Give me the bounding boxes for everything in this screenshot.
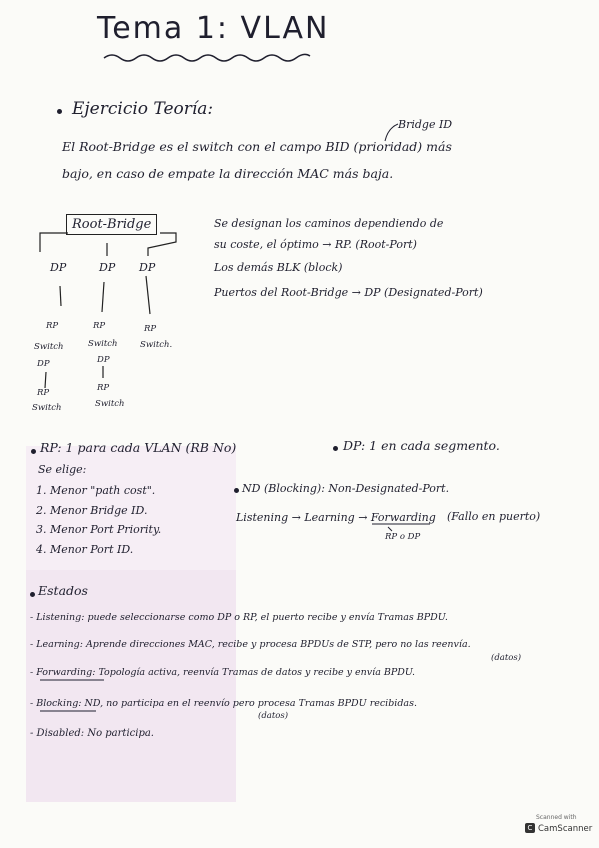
estado-item: - Forwarding: Topología activa, reenvía Tramas de datos y recibe y envía BPDU. xyxy=(30,667,416,678)
rp-dp-note: RP o DP xyxy=(385,532,421,542)
fallo-note: (Fallo en puerto) xyxy=(447,510,541,523)
page-title: Tema 1: VLAN xyxy=(97,11,330,46)
sub-switch-label: Switch xyxy=(32,403,62,413)
dp-label: DP xyxy=(139,261,156,274)
rp-criterion: 2. Menor Bridge ID. xyxy=(36,504,148,517)
sub-dp-label: DP xyxy=(37,359,50,369)
dp-label: DP xyxy=(99,261,116,274)
switch-label: Switch xyxy=(88,339,118,349)
bullet xyxy=(31,449,36,454)
switch-label: Switch. xyxy=(140,340,173,350)
note-line-1: Se designan los caminos dependiendo de xyxy=(214,217,444,230)
bullet xyxy=(30,592,35,597)
dp-label: DP xyxy=(50,261,67,274)
nd-line: ND (Blocking): Non-Designated-Port. xyxy=(242,482,450,495)
sub-rp-label: RP xyxy=(37,388,50,398)
estado-item: - Blocking: ND, no participa en el reenvío pero procesa Tramas BPDU recibidas. xyxy=(30,698,417,709)
state-flow: Listening → Learning → Forwarding xyxy=(236,511,436,524)
camscanner-logo-icon: C xyxy=(525,823,535,833)
sub-dp-label: DP xyxy=(97,355,110,365)
rp-label: RP xyxy=(46,321,59,331)
teoria-line-2: bajo, en caso de empate la dirección MAC más baja. xyxy=(62,166,394,181)
note-line-4: Puertos del Root-Bridge → DP (Designated-Port) xyxy=(214,286,483,299)
root-bridge-box: Root-Bridge xyxy=(66,214,157,235)
dp-heading: DP: 1 en cada segmento. xyxy=(343,438,500,453)
rp-label: RP xyxy=(144,324,157,334)
bullet xyxy=(333,446,338,451)
datos-note: (datos) xyxy=(491,653,522,663)
sub-rp-label: RP xyxy=(97,383,110,393)
note-line-3: Los demás BLK (block) xyxy=(214,261,343,274)
rp-criterion: 4. Menor Port ID. xyxy=(36,543,134,556)
rp-criterion: 3. Menor Port Priority. xyxy=(36,523,162,536)
section-heading-teoria: Ejercicio Teoría: xyxy=(72,99,214,119)
bid-note: Bridge ID xyxy=(398,118,453,131)
watermark-big: CamScanner xyxy=(538,824,593,834)
camscanner-watermark xyxy=(523,812,593,842)
note-line-2: su coste, el óptimo → RP. (Root-Port) xyxy=(214,238,417,251)
bullet xyxy=(57,109,62,114)
se-elige: Se elige: xyxy=(38,463,87,476)
teoria-line-1: El Root-Bridge es el switch con el campo BID (prioridad) más xyxy=(62,139,452,154)
estado-item: - Learning: Aprende direcciones MAC, recibe y procesa BPDUs de STP, pero no las reenvía. xyxy=(30,639,471,650)
sub-switch-label: Switch xyxy=(95,399,125,409)
rp-heading: RP: 1 para cada VLAN (RB No) xyxy=(40,440,237,455)
rp-criterion: 1. Menor "path cost". xyxy=(36,484,156,497)
estado-item: - Listening: puede seleccionarse como DP o RP, el puerto recibe y envía Tramas BPDU. xyxy=(30,612,448,623)
estados-heading: Estados xyxy=(38,583,88,598)
datos-note: (datos) xyxy=(258,711,289,721)
rp-label: RP xyxy=(93,321,106,331)
switch-label: Switch xyxy=(34,342,64,352)
estado-item: - Disabled: No participa. xyxy=(30,728,154,739)
bullet xyxy=(234,488,239,493)
watermark-small: Scanned with xyxy=(536,814,577,821)
